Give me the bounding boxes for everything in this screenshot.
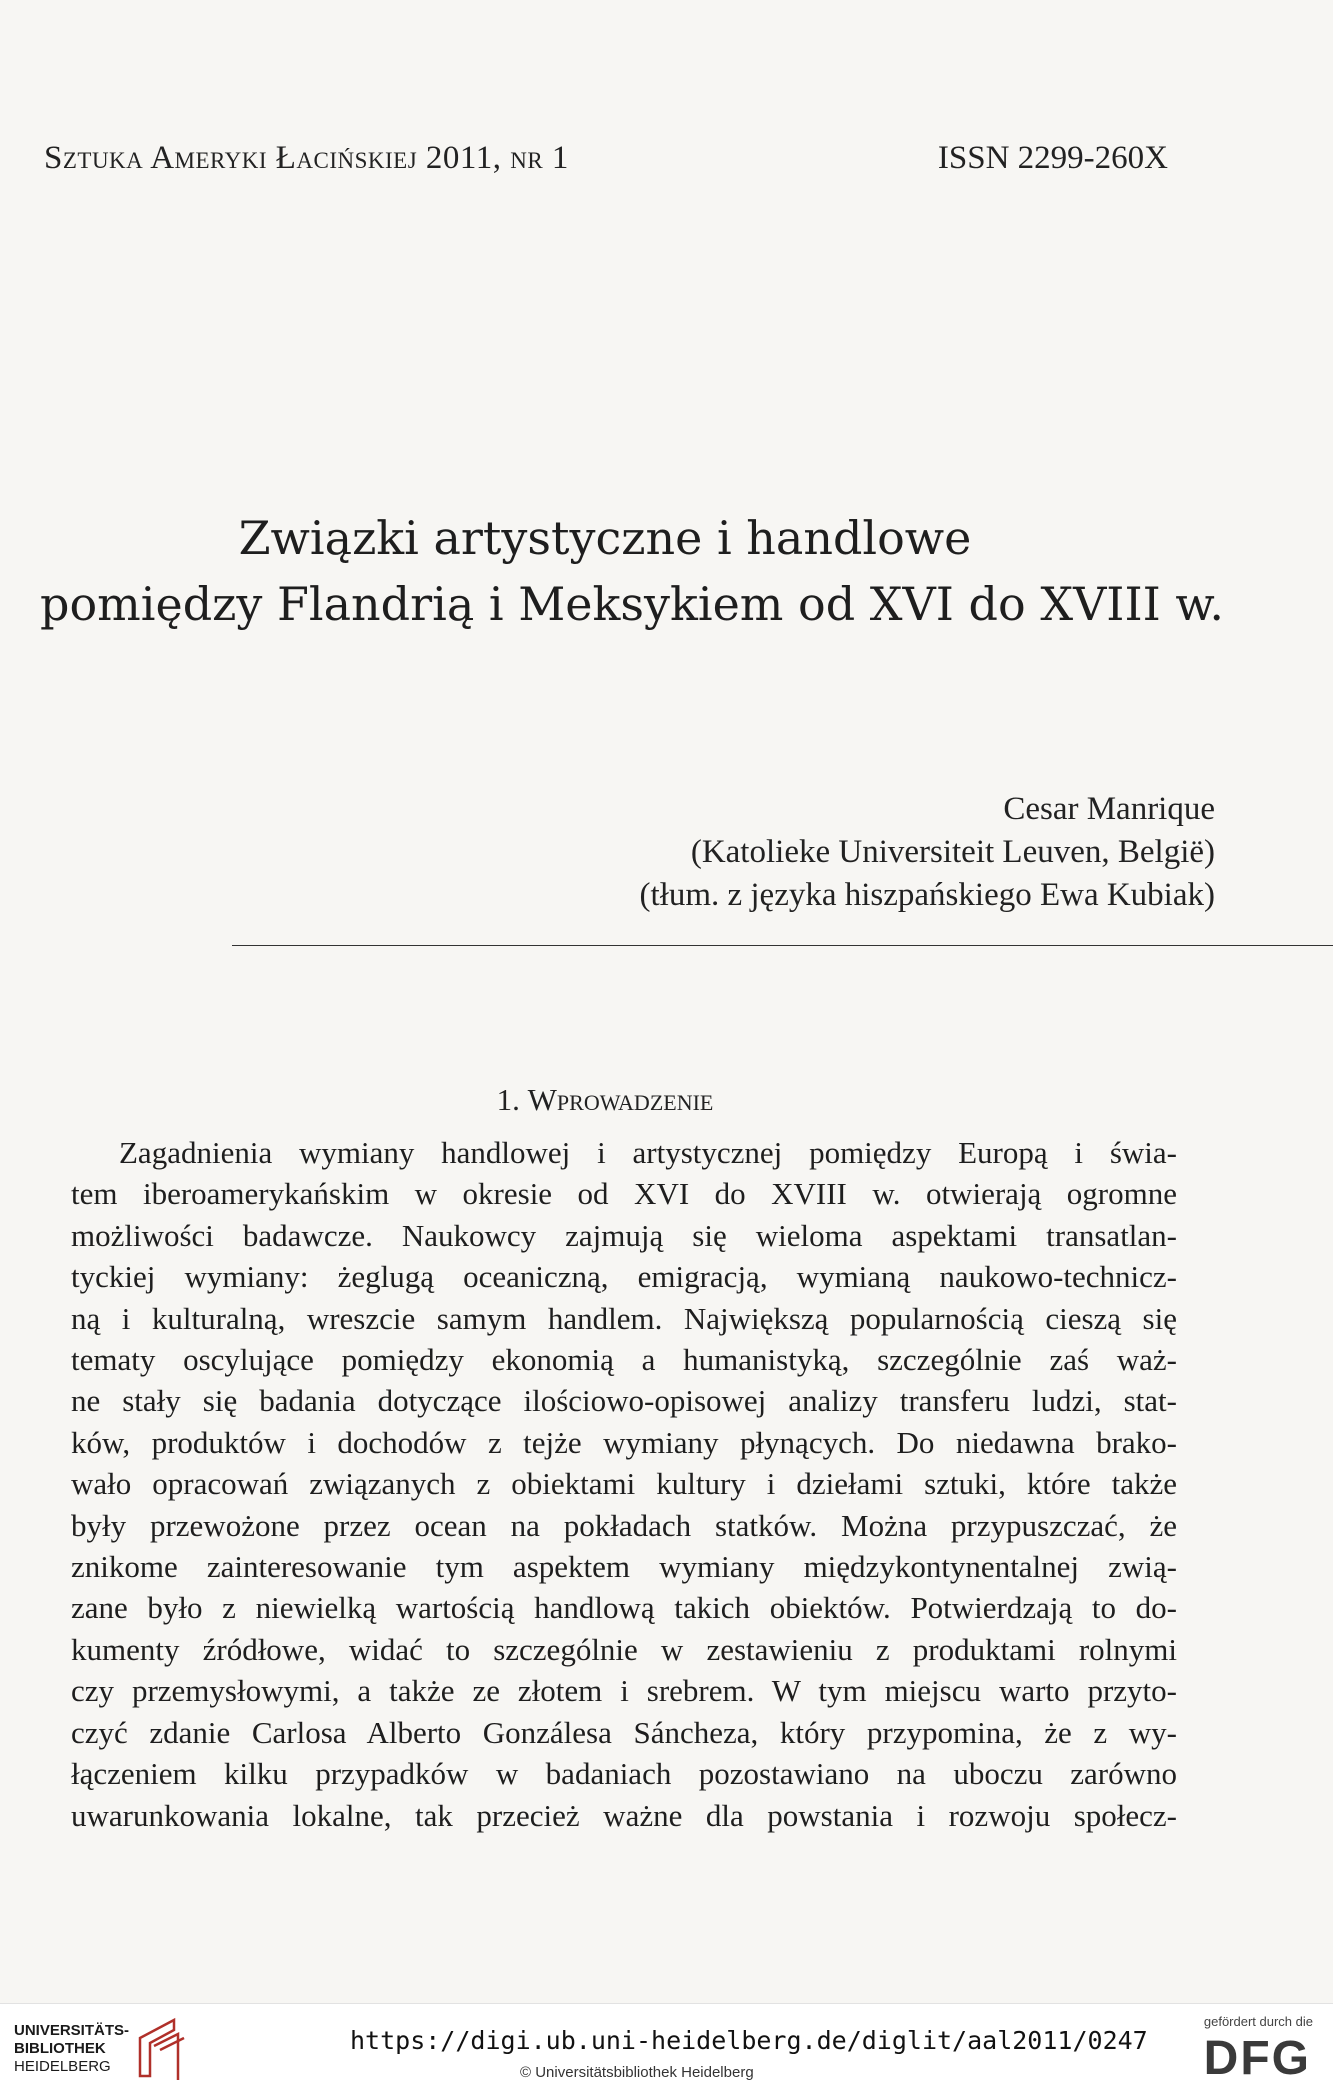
- text-line: czyć zdanie Carlosa Alberto Gonzálesa Sáncheza, który przypomina, że z wy-: [71, 1714, 1177, 1750]
- text-line: łączeniem kilku przypadków w badaniach pozostawiano na uboczu zarówno: [71, 1756, 1177, 1792]
- text-line: wało opracowań związanych z obiektami kultury i dziełami sztuki, które także: [71, 1466, 1177, 1502]
- library-line: UNIVERSITÄTS-: [14, 2022, 130, 2039]
- title-line: pomiędzy Flandrią i Meksykiem od XVI do XVIII w.: [40, 577, 1224, 631]
- journal-name: Sztuka Ameryki Łacińskiej 2011, nr 1: [44, 140, 569, 176]
- author-block: [640, 788, 1216, 917]
- permalink-url[interactable]: https://digi.ub.uni-heidelberg.de/diglit/aal2011/0247: [350, 2026, 1148, 2055]
- text-line: Zagadnienia wymiany handlowej i artystycznej pomiędzy Europą i świa-: [119, 1135, 1177, 1170]
- text-line: możliwości badawcze. Naukowcy zajmują się wieloma aspektami transatlan-: [71, 1217, 1177, 1253]
- copyright-notice: © Universitätsbibliothek Heidelberg: [520, 2064, 754, 2081]
- library-line: BIBLIOTHEK: [14, 2040, 106, 2057]
- issn: ISSN 2299-260X: [937, 140, 1168, 176]
- text-line: były przewożone przez ocean na pokładach statków. Można przypuszczać, że: [71, 1507, 1177, 1543]
- section-title: Wprowadzenie: [527, 1082, 714, 1117]
- dfg-logo: DFG: [1203, 2032, 1311, 2085]
- library-logo-text: [14, 2022, 129, 2076]
- text-line: tem iberoamerykańskim w okresie od XVI do XVIII w. otwierają ogromne: [71, 1176, 1177, 1212]
- text-line: znikome zainteresowanie tym aspektem wymiany międzykontynentalnej zwią-: [71, 1549, 1177, 1585]
- body-text: [71, 1132, 1177, 1836]
- text-line: uwarunkowania lokalne, tak przecież ważne dla powstania i rozwoju społecz-: [71, 1797, 1177, 1833]
- section-heading: [40, 1082, 1170, 1118]
- title-line: Związki artystyczne i handlowe: [238, 511, 972, 565]
- section-number: 1.: [496, 1082, 520, 1117]
- author-affiliation: (Katolieke Universiteit Leuven, België): [690, 834, 1215, 870]
- author-name: Cesar Manrique: [1003, 791, 1215, 827]
- text-line: zane było z niewielką wartością handlową takich obiektów. Potwierdzają to do-: [71, 1590, 1177, 1626]
- footer-bar: [0, 2003, 1333, 2092]
- text-line: ną i kulturalną, wreszcie samym handlem. Największą popularnością cieszą się: [71, 1300, 1177, 1336]
- translator-note: (tłum. z języka hiszpańskiego Ewa Kubiak): [639, 877, 1215, 913]
- text-line: tyckiej wymiany: żeglugą oceaniczną, emigracją, wymianą naukowo-technicz-: [71, 1259, 1177, 1295]
- running-header: [44, 140, 1168, 177]
- funded-by-label: gefördert durch die: [1203, 2014, 1313, 2029]
- library-line: HEIDELBERG: [14, 2058, 111, 2075]
- paragraph: [71, 1132, 1177, 1836]
- separator-rule: [232, 945, 1333, 946]
- library-logo-icon: [134, 2016, 190, 2082]
- article-title: [40, 505, 1224, 637]
- text-line: kumenty źródłowe, widać to szczególnie w zestawieniu z produktami rolnymi: [71, 1631, 1177, 1667]
- text-line: czy przemysłowymi, a także ze złotem i srebrem. W tym miejscu warto przyto-: [71, 1673, 1177, 1709]
- text-line: tematy oscylujące pomiędzy ekonomią a humanistyką, szczególnie zaś waż-: [71, 1342, 1177, 1378]
- text-line: ne stały się badania dotyczące ilościowo-opisowej analizy transferu ludzi, stat-: [71, 1383, 1177, 1419]
- text-line: ków, produktów i dochodów z tejże wymiany płynących. Do niedawna brako-: [71, 1424, 1177, 1460]
